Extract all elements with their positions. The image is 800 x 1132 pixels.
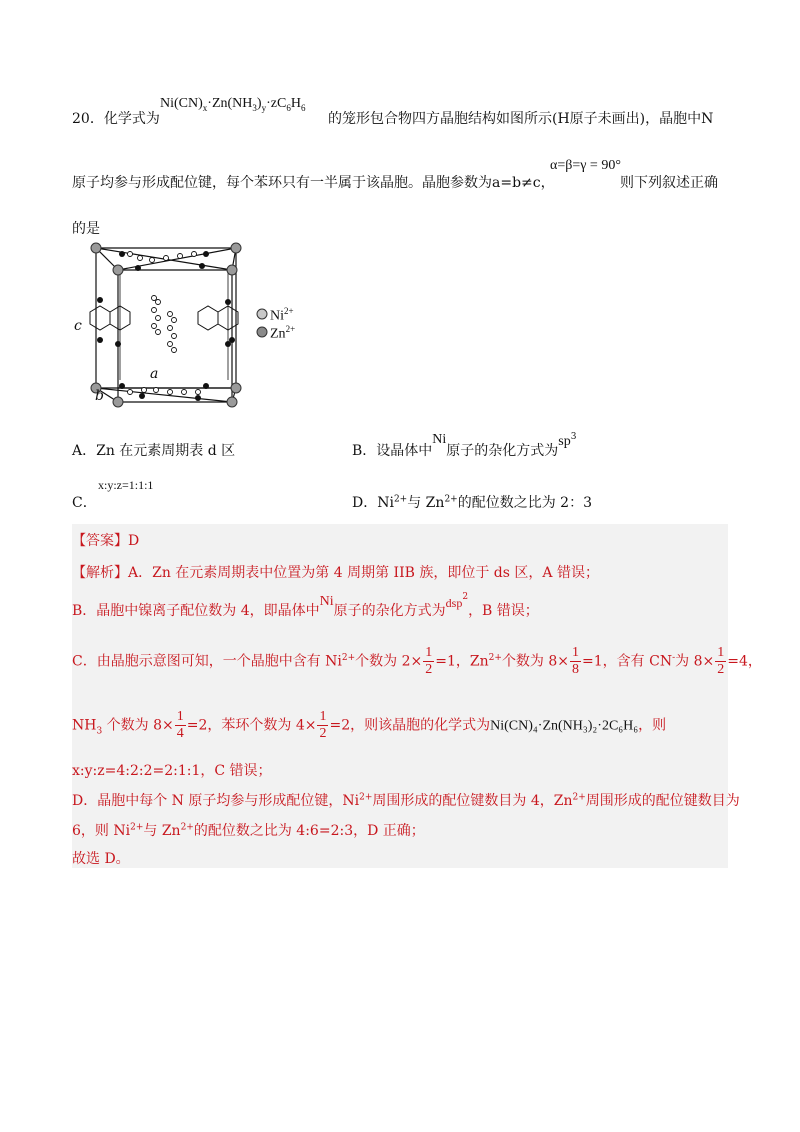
option-a: A．Zn 在元素周期表 d 区 [72, 443, 236, 459]
question-text-3: 则下列叙述正确 [620, 175, 718, 191]
question-number: 20． [72, 111, 104, 127]
question-text-2: 原子均参与形成配位键，每个苯环只有一半属于该晶胞。晶胞参数为a=b≠c， [72, 175, 555, 191]
explanation-line-6: D．晶胞中每个 N 原子均参与形成配位键，$Ni^{2+}$周围形成的配位键数目为 4，$Zn^{2+}$周围形成的配位键数目为 [72, 792, 740, 809]
explanation-line-2: B．晶胞中镍离子配位数为 4，即晶体中Ni原子的杂化方式为dsp$^2$，B 错误； [72, 592, 539, 619]
option-b: B．设晶体中Ni原子的杂化方式为$sp^3$ [352, 432, 577, 459]
figure-label-a: a [150, 366, 159, 382]
question-line-1 [72, 108, 160, 128]
angle-condition: α=β=γ = 90° [550, 158, 621, 173]
question-text-4: 的是 [72, 221, 100, 237]
fraction: $\frac{1}{2}$ [717, 645, 725, 677]
fraction: $\frac{1}{4}$ [176, 709, 184, 741]
fraction: $\frac{1}{8}$ [572, 645, 580, 677]
legend-ni: $Ni^{2+}$ [270, 306, 294, 324]
figure-label-c: c [74, 318, 82, 334]
option-c-ratio: x:y:z=1:1:1 [98, 478, 154, 492]
legend-zn: $Zn^{2+}$ [270, 324, 296, 342]
legend-zn-marker [257, 327, 267, 337]
explanation-line-4: $NH_3$ 个数为 8× $\frac{1}{4}$ =2，苯环个数为 4× $\frac{1}{2}$ =2，则该晶胞的化学式为Ni(CN)₄·Zn(NH₃)₂·2C₆H₆，则 [72, 709, 667, 741]
fraction: $\frac{1}{2}$ [425, 645, 433, 677]
explanation-line-8: 故选 D。 [72, 851, 130, 867]
legend-ni-marker [257, 309, 267, 319]
explanation-line-7: 6，则 $Ni^{2+}$与 $Zn^{2+}$的配位数之比为 4:6=2:3，D 正确； [72, 822, 425, 839]
explanation-line-1: 【解析】A．Zn 在元素周期表中位置为第 4 周期第 IIB 族，即位于 ds 区，A 错误； [72, 565, 599, 581]
compound-formula: $Ni(CN)_x\cdot Zn(NH_3)_y\cdot zC_6H_6$ [160, 96, 306, 113]
figure-label-b: b [95, 388, 104, 404]
explanation-line-5: x:y:z=4:2:2=2:1:1，C 错误； [72, 763, 272, 779]
answer-label: 【答案】D [72, 533, 140, 549]
option-c: C． [72, 495, 97, 511]
question-lead: 化学式为 [103, 111, 160, 127]
question-text-1: 的笼形包合物四方晶胞结构如图所示(H原子未画出)，晶胞中N [328, 111, 714, 127]
explanation-line-3: C．由晶胞示意图可知，一个晶胞中含有 $Ni^{2+}$个数为 2× $\frac{1}{2}$ =1，$Zn^{2+}$个数为 8× $\frac{1}{8}$ =1，含有 CN-为 8× $\frac{1}{2}$ =4， [72, 645, 762, 677]
fraction: $\frac{1}{2}$ [319, 709, 327, 741]
option-d: D．$Ni^{2+}$与 $Zn^{2+}$的配位数之比为 2：3 [352, 494, 592, 511]
